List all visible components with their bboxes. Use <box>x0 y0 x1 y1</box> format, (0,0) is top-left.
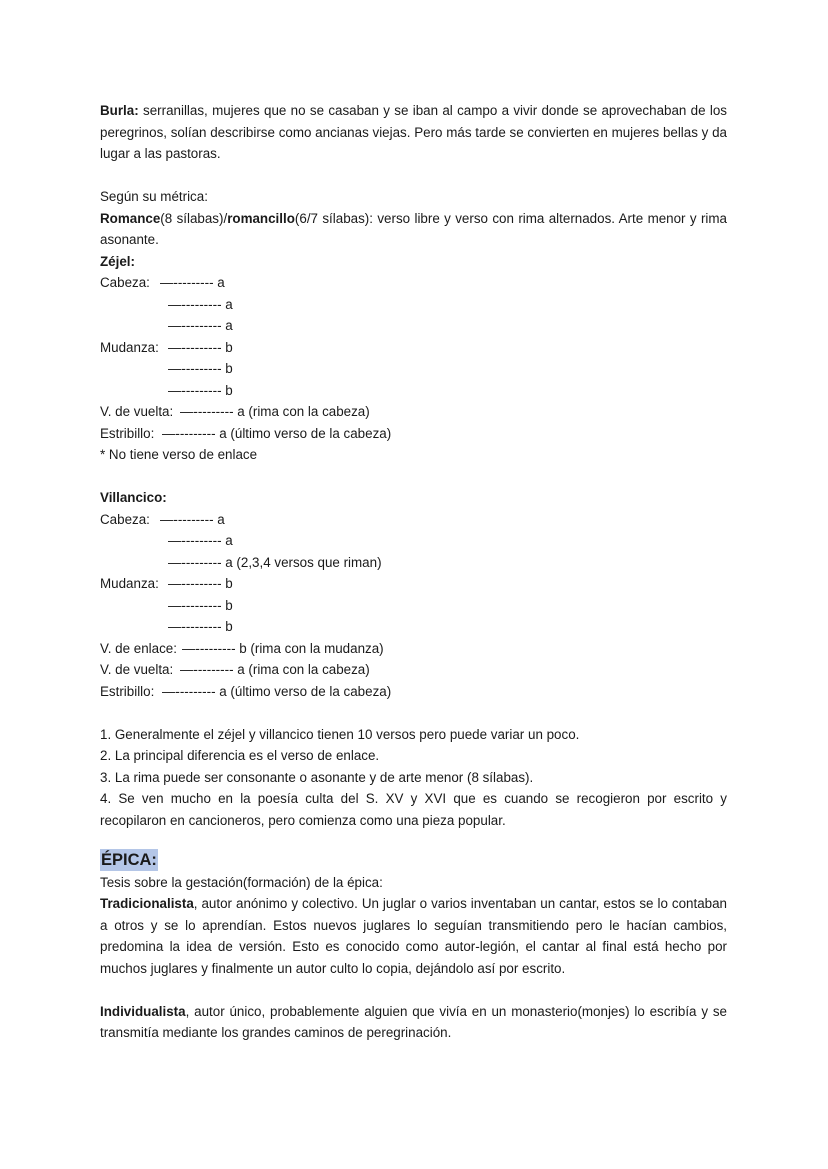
romance-label: Romance <box>100 210 161 226</box>
individualista-paragraph <box>100 1001 727 1044</box>
zejel-scheme <box>100 272 727 444</box>
zejel-line: —--------- b <box>168 361 233 376</box>
tradicionalista-text: , autor anónimo y colectivo. Un juglar o varios inventaban un cantar, estos se lo contaban a otros y se lo aprendían. Estos nuevos juglares lo seguían transmitiendo pero le hacían cambios, predomina la idea de versión. Esto es conocido como autor-legión, el cantar al final está hecho por muchos juglares y finalmente un autor culto lo copia, dejándolo así por escrito. <box>100 896 727 976</box>
romance-description: (6/7 sílabas): verso libre y verso con rima alternados. Arte menor y rima asonante. <box>100 210 728 247</box>
individualista-text: , autor único, probablemente alguien que vivía en un monasterio(monjes) lo escribía y se transmitía mediante los grandes caminos de peregrinación. <box>100 1003 727 1040</box>
romance-syllables: (8 sílabas)/ <box>160 210 228 226</box>
document-content <box>100 100 727 1044</box>
villancico-title: Villancico: <box>100 490 167 505</box>
zejel-line: —--------- a <box>168 318 233 333</box>
villancico-line: —--------- a (2,3,4 versos que riman) <box>168 554 382 570</box>
romancillo-label: romancillo <box>227 210 295 226</box>
zejel-line: Cabeza: —--------- a <box>100 275 225 290</box>
burla-paragraph <box>100 100 727 165</box>
zejel-line: —--------- a <box>168 296 233 312</box>
villancico-line: —--------- b <box>168 619 233 634</box>
villancico-line: Estribillo: —--------- a (último verso de la cabeza) <box>100 683 392 699</box>
burla-label: Burla: <box>100 103 139 118</box>
note-item: 4. Se ven mucho en la poesía culta del S. XV y XVI que es cuando se recogieron por escrito y recopilaron en cancioneros, pero comienza como una pieza popular. <box>100 791 727 828</box>
villancico-line: Mudanza: —--------- b <box>100 576 233 591</box>
numbered-notes <box>100 724 727 832</box>
metrica-intro: Según su métrica: <box>100 189 208 204</box>
romance-paragraph <box>100 208 727 251</box>
burla-text: serranillas, mujeres que no se casaban y se iban al campo a vivir donde se aprovechaban de los peregrinos, solían describirse como ancianas viejas. Pero más tarde se convierten en mujeres bellas y da lugar a las pastoras. <box>100 103 727 161</box>
zejel-title: Zéjel: <box>100 253 135 269</box>
epica-intro: Tesis sobre la gestación(formación) de la épica: <box>100 874 383 890</box>
villancico-scheme <box>100 509 727 703</box>
villancico-line: V. de vuelta: —--------- a (rima con la cabeza) <box>100 662 370 677</box>
tradicionalista-label: Tradicionalista <box>100 896 194 911</box>
note-item: 2. La principal diferencia es el verso de enlace. <box>100 748 380 763</box>
note-item: 1. Generalmente el zéjel y villancico tienen 10 versos pero puede variar un poco. <box>100 726 580 742</box>
epica-heading: ÉPICA: <box>101 851 157 869</box>
villancico-line: V. de enlace: —--------- b (rima con la mudanza) <box>100 640 384 656</box>
note-item: 3. La rima puede ser consonante o asonante y de arte menor (8 sílabas). <box>100 769 534 785</box>
villancico-line: Cabeza: —--------- a <box>100 511 225 527</box>
zejel-line: —--------- b <box>168 382 233 398</box>
individualista-label: Individualista <box>100 1003 186 1019</box>
zejel-line: Estribillo: —--------- a (último verso de la cabeza) <box>100 425 392 441</box>
tradicionalista-paragraph <box>100 893 727 979</box>
villancico-line: —--------- b <box>168 597 233 613</box>
zejel-line: Mudanza: —--------- b <box>100 339 233 355</box>
zejel-line: V. de vuelta: —--------- a (rima con la cabeza) <box>100 404 370 419</box>
villancico-line: —--------- a <box>168 533 233 548</box>
zejel-note: * No tiene verso de enlace <box>100 447 258 462</box>
